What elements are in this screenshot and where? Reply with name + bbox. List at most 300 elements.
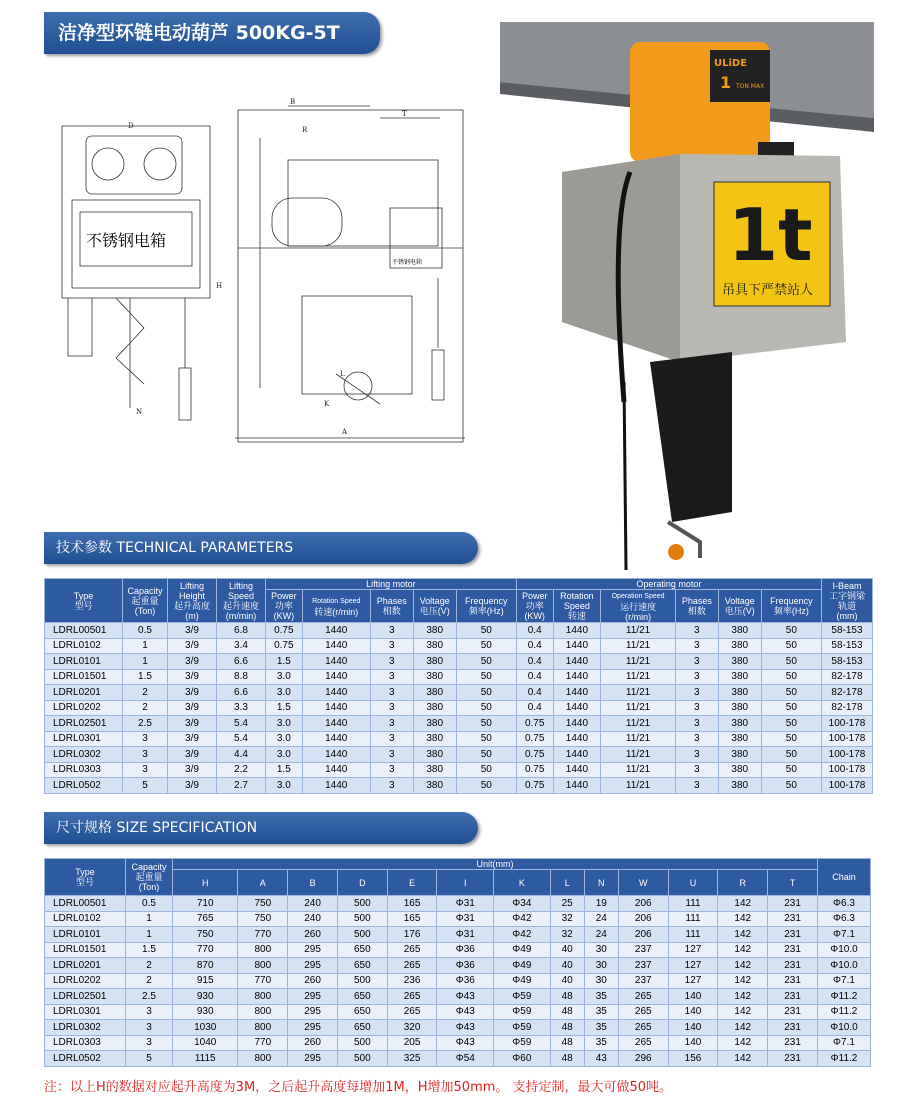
table-cell: 35: [584, 1004, 618, 1020]
table-cell: 0.75: [516, 762, 553, 778]
table-cell: LDRL00501: [45, 896, 126, 912]
table-row: [45, 654, 873, 670]
table-cell: 48: [550, 1035, 584, 1051]
table-row: [45, 989, 871, 1005]
table-cell: 380: [413, 716, 456, 732]
table-cell: 380: [413, 700, 456, 716]
table-cell: 800: [238, 1004, 288, 1020]
table-cell: 800: [238, 942, 288, 958]
table-cell: 3: [370, 731, 413, 747]
table-cell: 142: [718, 1051, 768, 1067]
table-row: [45, 685, 873, 701]
table-cell: 11/21: [601, 731, 676, 747]
table-cell: 11/21: [601, 747, 676, 763]
table-cell: 500: [337, 927, 387, 943]
table-cell: 3: [370, 747, 413, 763]
table-cell: 3/9: [168, 747, 217, 763]
table-cell: 265: [387, 942, 437, 958]
hoist-drawing: [40, 88, 485, 458]
table-row: [45, 1035, 871, 1051]
table-cell: 50: [456, 623, 516, 639]
table-cell: 1: [126, 911, 173, 927]
table-cell: LDRL01501: [45, 669, 123, 685]
table-cell: LDRL0201: [45, 958, 126, 974]
table-cell: 8.8: [217, 669, 266, 685]
table-cell: 1.5: [123, 669, 168, 685]
table-cell: 50: [761, 669, 821, 685]
table-cell: 11/21: [601, 623, 676, 639]
table-cell: 3.0: [266, 685, 303, 701]
table-cell: 111: [668, 896, 718, 912]
table-cell: 11/21: [601, 716, 676, 732]
table-cell: 35: [584, 989, 618, 1005]
table-cell: LDRL0101: [45, 654, 123, 670]
table-cell: 800: [238, 989, 288, 1005]
th-dim: W: [618, 870, 668, 896]
table-cell: 11/21: [601, 685, 676, 701]
table-cell: Φ6.3: [818, 896, 871, 912]
table-cell: 1.5: [126, 942, 173, 958]
table-cell: 231: [768, 927, 818, 943]
table-cell: 3: [675, 654, 718, 670]
table-row: [45, 762, 873, 778]
table-cell: 870: [173, 958, 238, 974]
table-cell: 32: [550, 911, 584, 927]
th-size-type: Type 型号: [45, 859, 126, 896]
table-cell: 5: [126, 1051, 173, 1067]
table-cell: 650: [337, 942, 387, 958]
table-cell: Φ36: [437, 942, 494, 958]
table-cell: Φ42: [494, 927, 551, 943]
table-cell: 231: [768, 958, 818, 974]
table-cell: 500: [337, 1035, 387, 1051]
table-cell: 0.75: [516, 716, 553, 732]
table-cell: 325: [387, 1051, 437, 1067]
table-cell: 770: [238, 1035, 288, 1051]
table-cell: 500: [337, 1051, 387, 1067]
table-cell: 11/21: [601, 638, 676, 654]
table-cell: 500: [337, 911, 387, 927]
table-row: [45, 1051, 871, 1067]
table-cell: 24: [584, 911, 618, 927]
table-cell: 3/9: [168, 654, 217, 670]
table-cell: Φ11.2: [818, 989, 871, 1005]
tech-table: [44, 578, 873, 794]
table-cell: 1115: [173, 1051, 238, 1067]
table-cell: 1040: [173, 1035, 238, 1051]
table-cell: 930: [173, 989, 238, 1005]
table-cell: LDRL0201: [45, 685, 123, 701]
table-cell: 650: [337, 989, 387, 1005]
table-cell: 650: [337, 1004, 387, 1020]
th-dim: D: [337, 870, 387, 896]
table-cell: 2: [126, 958, 173, 974]
table-cell: 231: [768, 942, 818, 958]
table-row: [45, 747, 873, 763]
table-cell: 231: [768, 1004, 818, 1020]
table-cell: 3: [675, 762, 718, 778]
table-cell: 750: [173, 927, 238, 943]
table-cell: 3: [675, 685, 718, 701]
table-cell: LDRL01501: [45, 942, 126, 958]
table-cell: 142: [718, 911, 768, 927]
table-cell: 100-178: [822, 716, 873, 732]
svg-text:A: A: [342, 428, 348, 436]
table-cell: 237: [618, 958, 668, 974]
table-cell: 500: [337, 896, 387, 912]
table-cell: LDRL0502: [45, 1051, 126, 1067]
table-cell: LDRL02501: [45, 716, 123, 732]
table-cell: 800: [238, 958, 288, 974]
table-cell: 1440: [302, 638, 370, 654]
th-dim: L: [550, 870, 584, 896]
th-rotation: Rotation Speed 转速(r/min): [302, 590, 370, 623]
table-cell: 295: [288, 942, 338, 958]
table-cell: 24: [584, 927, 618, 943]
table-cell: LDRL0303: [45, 1035, 126, 1051]
table-cell: 237: [618, 973, 668, 989]
table-cell: Φ59: [494, 1020, 551, 1036]
table-cell: 1: [123, 654, 168, 670]
table-cell: LDRL0202: [45, 700, 123, 716]
table-cell: 50: [456, 685, 516, 701]
tech-heading: 技术参数 TECHNICAL PARAMETERS: [44, 532, 478, 564]
table-cell: 40: [550, 942, 584, 958]
table-cell: 915: [173, 973, 238, 989]
table-cell: 50: [761, 638, 821, 654]
table-cell: Φ36: [437, 958, 494, 974]
table-cell: 0.75: [266, 623, 303, 639]
table-cell: 30: [584, 973, 618, 989]
table-cell: 82-178: [822, 685, 873, 701]
table-cell: 1.5: [266, 762, 303, 778]
page-title: 洁净型环链电动葫芦 500KG-5T: [44, 12, 380, 54]
th-phases: Phases 相数: [370, 590, 413, 623]
table-cell: 750: [238, 896, 288, 912]
table-cell: 50: [456, 778, 516, 794]
table-cell: 265: [618, 1004, 668, 1020]
table-cell: 48: [550, 989, 584, 1005]
th-o-frequency: Frequency 频率(Hz): [761, 590, 821, 623]
table-row: [45, 778, 873, 794]
table-cell: 50: [761, 778, 821, 794]
table-cell: Φ6.3: [818, 911, 871, 927]
table-cell: 380: [413, 762, 456, 778]
table-cell: LDRL02501: [45, 989, 126, 1005]
th-operating-motor: Operating motor: [516, 579, 821, 590]
table-cell: 50: [761, 731, 821, 747]
brand-label: ULiDE: [714, 58, 748, 69]
table-cell: 380: [718, 716, 761, 732]
table-cell: 380: [413, 685, 456, 701]
table-cell: 265: [387, 958, 437, 974]
table-cell: 1440: [302, 716, 370, 732]
table-cell: 100-178: [822, 778, 873, 794]
table-cell: 127: [668, 973, 718, 989]
table-cell: 6.6: [217, 654, 266, 670]
table-cell: 237: [618, 942, 668, 958]
table-cell: 140: [668, 1020, 718, 1036]
table-cell: 1440: [302, 669, 370, 685]
table-cell: 0.75: [516, 731, 553, 747]
table-cell: 500: [337, 973, 387, 989]
table-cell: 50: [456, 731, 516, 747]
table-cell: 142: [718, 927, 768, 943]
table-cell: 48: [550, 1020, 584, 1036]
drawing-box-label-small: 不锈钢电箱: [392, 259, 423, 266]
table-cell: Φ11.2: [818, 1051, 871, 1067]
table-cell: 1440: [302, 654, 370, 670]
table-cell: 165: [387, 911, 437, 927]
table-cell: 142: [718, 1020, 768, 1036]
table-cell: 320: [387, 1020, 437, 1036]
table-row: [45, 669, 873, 685]
table-cell: 380: [718, 623, 761, 639]
th-dim: N: [584, 870, 618, 896]
table-cell: 380: [413, 654, 456, 670]
table-cell: 0.4: [516, 623, 553, 639]
table-cell: 3/9: [168, 623, 217, 639]
table-cell: Φ7.1: [818, 1035, 871, 1051]
table-cell: 11/21: [601, 762, 676, 778]
table-cell: 111: [668, 927, 718, 943]
table-cell: 30: [584, 958, 618, 974]
table-cell: 142: [718, 973, 768, 989]
table-cell: 3/9: [168, 685, 217, 701]
table-cell: 35: [584, 1020, 618, 1036]
table-cell: 3.0: [266, 747, 303, 763]
table-cell: 176: [387, 927, 437, 943]
table-cell: 127: [668, 958, 718, 974]
table-cell: 32: [550, 927, 584, 943]
table-cell: 165: [387, 896, 437, 912]
table-cell: 142: [718, 958, 768, 974]
table-cell: 1440: [553, 747, 601, 763]
table-cell: Φ31: [437, 896, 494, 912]
table-row: [45, 700, 873, 716]
th-voltage: Voltage 电压(V): [413, 590, 456, 623]
plate-number: 1: [720, 73, 732, 92]
table-cell: 296: [618, 1051, 668, 1067]
table-cell: 380: [413, 778, 456, 794]
table-cell: Φ31: [437, 911, 494, 927]
table-cell: 380: [413, 731, 456, 747]
th-speed: Lifting Speed 起升速度 (m/min): [217, 579, 266, 623]
table-cell: 770: [238, 973, 288, 989]
th-dim: T: [768, 870, 818, 896]
table-cell: 142: [718, 989, 768, 1005]
table-row: [45, 896, 871, 912]
table-cell: LDRL0101: [45, 927, 126, 943]
table-cell: 50: [456, 716, 516, 732]
sign-text: 吊具下严禁站人: [722, 283, 814, 298]
table-cell: 231: [768, 1051, 818, 1067]
table-row: [45, 973, 871, 989]
table-cell: LDRL0302: [45, 1020, 126, 1036]
table-cell: 5.4: [217, 716, 266, 732]
svg-text:T: T: [402, 110, 407, 118]
table-cell: 265: [387, 1004, 437, 1020]
table-row: [45, 1020, 871, 1036]
table-cell: 100-178: [822, 762, 873, 778]
table-cell: 5.4: [217, 731, 266, 747]
th-dim: B: [288, 870, 338, 896]
table-cell: 295: [288, 958, 338, 974]
table-cell: 3: [123, 762, 168, 778]
table-cell: Φ59: [494, 989, 551, 1005]
table-cell: 2.7: [217, 778, 266, 794]
table-cell: 50: [761, 623, 821, 639]
table-cell: 3: [370, 700, 413, 716]
table-cell: 1440: [553, 716, 601, 732]
table-cell: 48: [550, 1051, 584, 1067]
table-cell: 2.2: [217, 762, 266, 778]
table-row: [45, 942, 871, 958]
th-o-power: Power 功率 (KW): [516, 590, 553, 623]
table-cell: 127: [668, 942, 718, 958]
th-dim: K: [494, 870, 551, 896]
table-cell: 50: [456, 747, 516, 763]
table-cell: 0.75: [266, 638, 303, 654]
table-cell: 3: [675, 700, 718, 716]
table-cell: 156: [668, 1051, 718, 1067]
table-cell: 1440: [553, 669, 601, 685]
table-cell: 3: [675, 716, 718, 732]
table-cell: 231: [768, 1020, 818, 1036]
table-cell: 50: [456, 654, 516, 670]
table-cell: LDRL0301: [45, 731, 123, 747]
th-unit: Unit(mm): [173, 859, 818, 870]
table-cell: 0.4: [516, 638, 553, 654]
table-cell: 1440: [553, 685, 601, 701]
table-cell: 0.4: [516, 700, 553, 716]
table-cell: 295: [288, 1004, 338, 1020]
table-cell: 231: [768, 911, 818, 927]
table-cell: 380: [718, 762, 761, 778]
table-cell: 3.0: [266, 669, 303, 685]
table-cell: 140: [668, 1004, 718, 1020]
table-cell: LDRL0102: [45, 638, 123, 654]
table-cell: 50: [456, 638, 516, 654]
table-cell: 50: [456, 762, 516, 778]
table-cell: 1: [123, 638, 168, 654]
th-o-voltage: Voltage 电压(V): [718, 590, 761, 623]
table-cell: 58-153: [822, 654, 873, 670]
svg-text:N: N: [136, 408, 143, 416]
th-ibeam: I-Beam 工字钢梁 轨道 (mm): [822, 579, 873, 623]
table-cell: 295: [288, 1051, 338, 1067]
table-cell: 50: [761, 747, 821, 763]
table-cell: 111: [668, 911, 718, 927]
table-cell: 5: [123, 778, 168, 794]
table-cell: 142: [718, 896, 768, 912]
th-power: Power 功率 (KW): [266, 590, 303, 623]
table-cell: 43: [584, 1051, 618, 1067]
th-dim: U: [668, 870, 718, 896]
table-cell: 3.3: [217, 700, 266, 716]
svg-text:B: B: [290, 98, 296, 106]
table-cell: 3: [675, 731, 718, 747]
table-cell: Φ34: [494, 896, 551, 912]
table-cell: 710: [173, 896, 238, 912]
table-cell: 1.5: [266, 654, 303, 670]
th-capacity: Capacity 起重量 (Ton): [123, 579, 168, 623]
table-cell: 3/9: [168, 669, 217, 685]
table-cell: 100-178: [822, 747, 873, 763]
table-cell: 3: [370, 623, 413, 639]
table-cell: 231: [768, 973, 818, 989]
table-cell: 1.5: [266, 700, 303, 716]
svg-text:K: K: [324, 400, 330, 408]
table-cell: 3.4: [217, 638, 266, 654]
table-cell: Φ43: [437, 1020, 494, 1036]
table-cell: 11/21: [601, 700, 676, 716]
table-cell: 140: [668, 1035, 718, 1051]
table-cell: 11/21: [601, 669, 676, 685]
table-cell: Φ54: [437, 1051, 494, 1067]
table-cell: 50: [761, 762, 821, 778]
th-o-speed: Operation Speed 运行速度 (r/min): [601, 590, 676, 623]
table-cell: 380: [413, 638, 456, 654]
table-cell: 240: [288, 896, 338, 912]
table-cell: 35: [584, 1035, 618, 1051]
table-cell: 260: [288, 1035, 338, 1051]
table-cell: LDRL00501: [45, 623, 123, 639]
table-cell: 1440: [553, 700, 601, 716]
table-cell: 2: [123, 685, 168, 701]
table-cell: 140: [668, 989, 718, 1005]
table-cell: 82-178: [822, 700, 873, 716]
table-row: [45, 911, 871, 927]
table-cell: 0.4: [516, 669, 553, 685]
drawing-box-label: 不锈钢电箱: [86, 231, 167, 250]
table-cell: Φ10.0: [818, 958, 871, 974]
table-cell: 650: [337, 958, 387, 974]
table-cell: 380: [718, 731, 761, 747]
table-cell: 3/9: [168, 700, 217, 716]
table-cell: 3: [370, 716, 413, 732]
table-cell: Φ49: [494, 942, 551, 958]
table-cell: 265: [618, 1020, 668, 1036]
table-cell: 48: [550, 1004, 584, 1020]
table-cell: 206: [618, 896, 668, 912]
table-cell: 800: [238, 1020, 288, 1036]
table-cell: 3: [370, 778, 413, 794]
table-cell: LDRL0301: [45, 1004, 126, 1020]
table-cell: LDRL0502: [45, 778, 123, 794]
svg-text:L: L: [340, 370, 345, 378]
table-cell: 0.5: [126, 896, 173, 912]
table-cell: 380: [413, 669, 456, 685]
table-cell: 3: [370, 669, 413, 685]
table-cell: 4.4: [217, 747, 266, 763]
table-cell: 3: [675, 747, 718, 763]
table-cell: 50: [761, 700, 821, 716]
th-dim: A: [238, 870, 288, 896]
table-cell: 800: [238, 1051, 288, 1067]
table-cell: 236: [387, 973, 437, 989]
table-cell: 3/9: [168, 778, 217, 794]
table-cell: LDRL0302: [45, 747, 123, 763]
table-cell: Φ42: [494, 911, 551, 927]
table-cell: 380: [718, 654, 761, 670]
table-cell: 6.8: [217, 623, 266, 639]
table-row: [45, 638, 873, 654]
table-cell: 1440: [553, 638, 601, 654]
table-cell: 265: [618, 989, 668, 1005]
table-cell: 142: [718, 1004, 768, 1020]
footnote: 注：以上H的数据对应起升高度为3M，之后起升高度每增加1M，H增加50mm。 支持定制，最大可做50吨。: [44, 1080, 673, 1095]
